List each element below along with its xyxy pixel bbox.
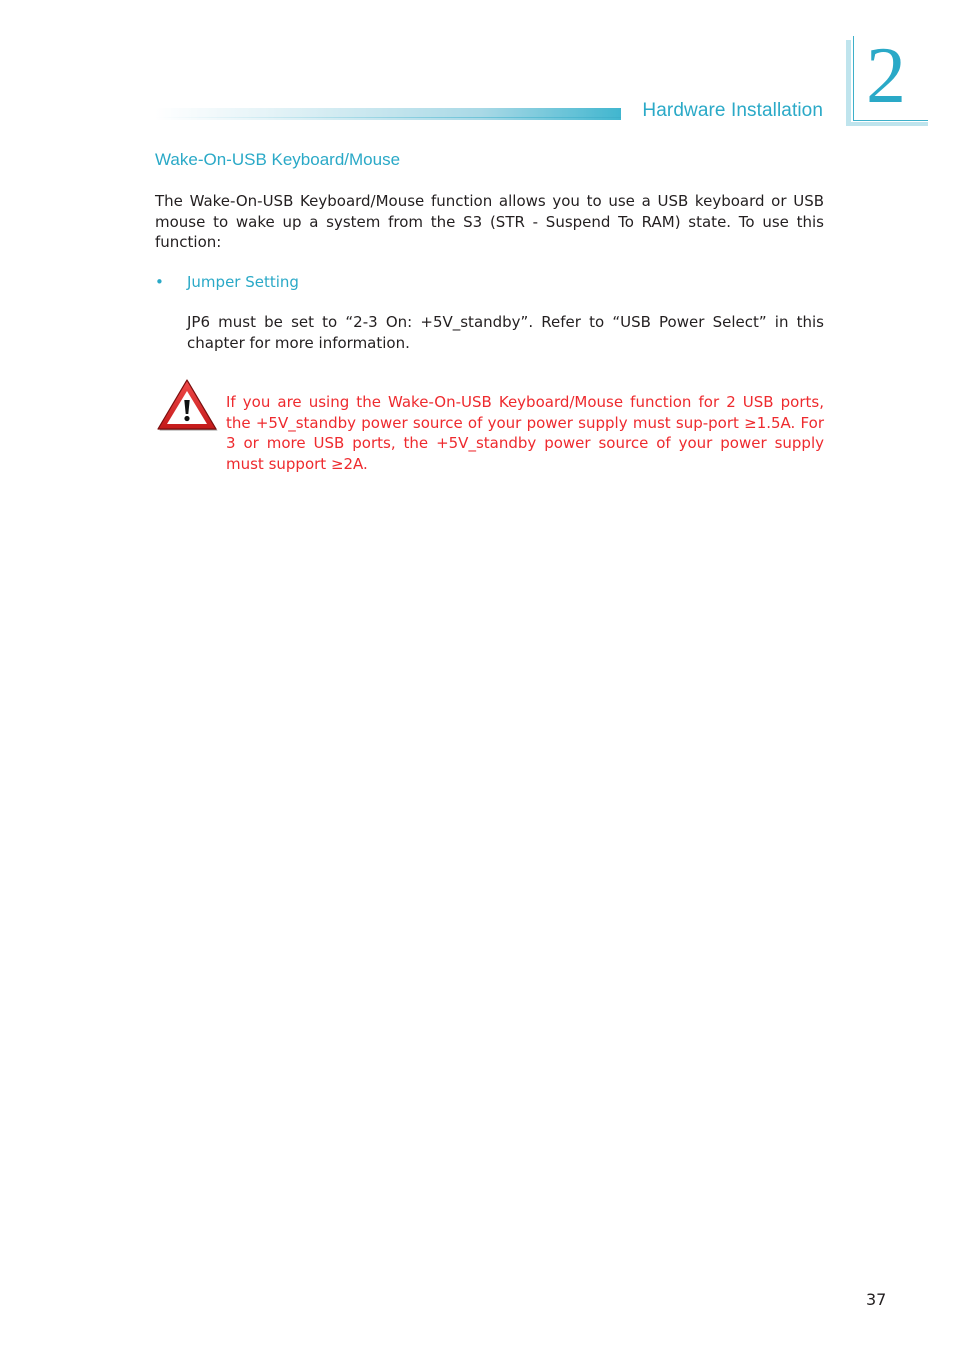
header-gradient-bar [155,108,621,120]
page-number: 37 [866,1290,887,1309]
bullet-jumper-setting: Jumper Setting [187,273,299,291]
section-title: Hardware Installation [642,100,823,121]
subheading-wake-on-usb: Wake-On-USB Keyboard/Mouse [155,150,401,169]
chapter-badge-shadow-left [846,40,851,126]
chapter-badge-shadow-bottom [846,122,928,126]
warning-triangle-icon [157,378,219,432]
bullet-dot: • [155,273,164,291]
chapter-badge-line-bottom [853,120,928,121]
chapter-badge [846,32,928,126]
intro-paragraph: The Wake-On-USB Keyboard/Mouse function allows you to use a USB keyboard or USB mouse to wake up a system from the S3 (STR - Suspend To RAM) state. To use this function: [155,192,824,251]
jumper-paragraph: JP6 must be set to “2-3 On: +5V_standby”. Refer to “USB Power Select” in this chapter for more information. [187,313,824,352]
chapter-number: 2 [866,32,906,120]
warning-paragraph: If you are using the Wake-On-USB Keyboard/Mouse function for 2 USB ports, the +5V_standby power source of your power supply must sup-port ≥1.5A. For 3 or more USB ports, the +5V_standby power source of your power supply must support ≥2A. [226,393,824,473]
chapter-badge-line-left [853,36,854,120]
